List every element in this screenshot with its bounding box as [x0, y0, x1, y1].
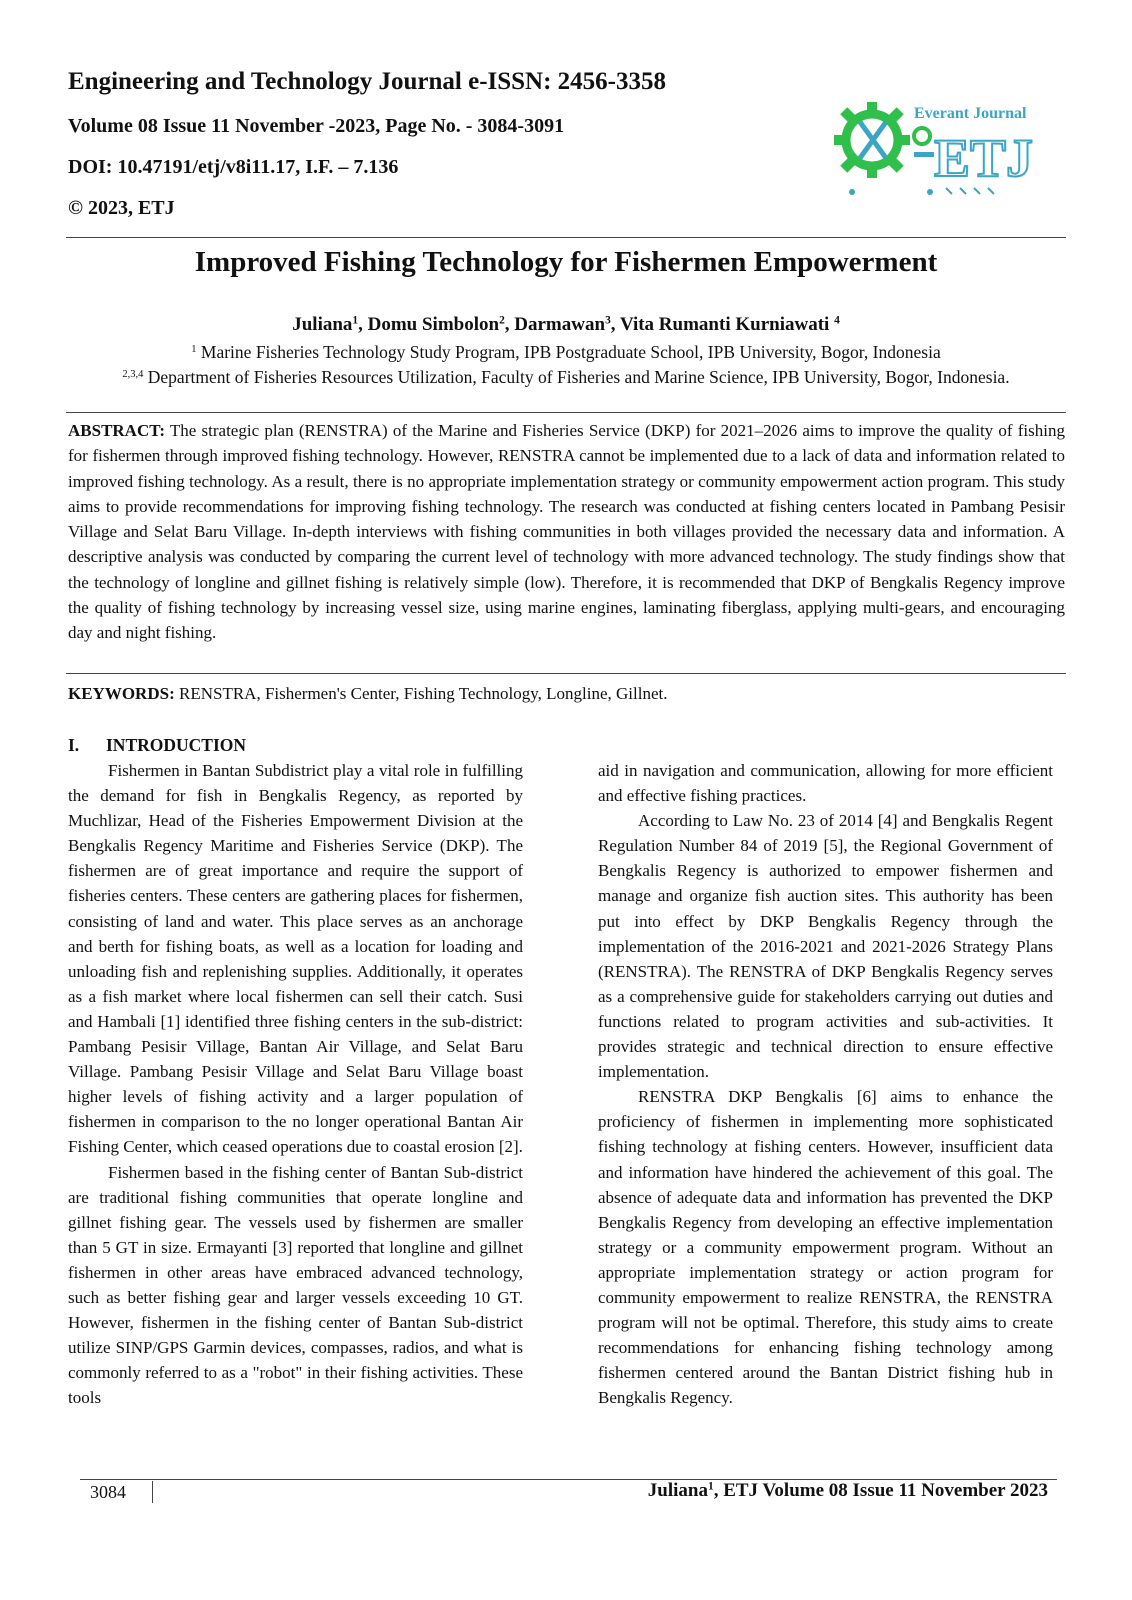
page-number: 3084	[90, 1482, 126, 1502]
right-column	[598, 758, 1053, 1410]
section-title: INTRODUCTION	[106, 735, 247, 755]
abstract-label: ABSTRACT:	[68, 421, 165, 440]
author-sup: 2	[499, 314, 505, 327]
doi-info: DOI: 10.47191/etj/v8i11.17, I.F. – 7.136	[68, 156, 399, 178]
author-name: Domu Simbolon	[367, 314, 500, 335]
paper-title: Improved Fishing Technology for Fishermen Empowerment	[194, 246, 938, 278]
abstract-bottom-rule	[66, 673, 1066, 674]
footer-divider	[152, 1481, 153, 1503]
abstract-top-rule	[66, 412, 1066, 413]
author-name: Vita Rumanti Kurniawati	[619, 314, 835, 335]
body-paragraph: Fishermen based in the fishing center of Bantan Sub-district are traditional fishing communities that operate longline and gillnet fishing gear. The vessels used by fishermen are smaller than 5 GT in size. Ermayanti [3] reported that longline and gillnet fishermen in other areas have embraced advanced technology, such as better fishing gear and larger vessels exceeding 10 GT. However, fishermen in the fishing center of Bantan Sub-district utilize SINP/GPS Garmin devices, compasses, radios, and what is commonly referred to as a "robot" in their fishing activities. These tools	[68, 1162, 523, 1408]
section-number: I.	[68, 735, 80, 755]
abstract	[68, 418, 1065, 646]
body-paragraph: Fishermen in Bantan Subdistrict play a vital role in fulfilling the demand for fish in Bengkalis Regency, as reported by Muchlizar, Head of the Fisheries Empowerment Division at the Bengkalis Regency Maritime and Fisheries Service (DKP). The fishermen are of great importance and require the support of fisheries centers. These centers are gathering places for fishermen, consisting of land and water. This place serves as an anchorage and berth for fishing boats, as well as a location for loading and unloading fish and replenishing supplies. Additionally, it operates as a fish market where local fishermen can sell their catch. Susi and Hambali [1] identified three fishing centers in the sub-district: Pambang Pesisir Village, Bantan Air Village, and Selat Baru Village. Pambang Pesisir Village and Selat Baru Village boast higher levels of fishing activity and a larger population of fishermen in comparison to the no longer operational Bantan Air Fishing Center, which ceased operations due to coastal erosion [2].	[68, 761, 523, 1157]
gear-icon	[834, 102, 910, 178]
author-name: Juliana	[292, 314, 353, 335]
body-paragraph-continuation: aid in navigation and communication, allowing for more efficient and effective fishing practices.	[598, 761, 1053, 806]
abstract-text: The strategic plan (RENSTRA) of the Marine and Fisheries Service (DKP) for 2021–2026 aims to improve the quality of fishing for fishermen through improved fishing technology. However, RENSTRA cannot be implemented due to a lack of data and information related to improved fishing technology. As a result, there is no appropriate implementation strategy or community empowerment action program. This study aims to provide recommendations for improving fishing technology. The research was conducted at fishing centers located in Pambang Pesisir Village and Selat Baru Village. In-depth interviews with fishing communities in both villages provided the necessary data and information. A descriptive analysis was conducted by comparing the current level of technology with more advanced technology. The study findings show that the technology of longline and gillnet fishing is relatively simple (low). Therefore, it is recommended that DKP of Bengkalis Regency improve the quality of fishing technology by increasing vessel size, using marine engines, laminating fiberglass, applying multi-gears, and encouraging day and night fishing.	[68, 421, 1065, 643]
body-paragraph: RENSTRA DKP Bengkalis [6] aims to enhance the proficiency of fishermen in implementing more sophisticated fishing technology at fishing centers. However, insufficient data and information have hindered the achievement of this goal. The absence of adequate data and information has prevented the DKP Bengkalis Regency from developing an effective implementation strategy or a community empowerment program. Without an appropriate implementation strategy or action program for community empowerment to realize RENSTRA, the RENSTRA program will not be optimal. Therefore, this study aims to create recommendations for enhancing fishing technology among fishermen centered around the Bantan District fishing hub in Bengkalis Regency.	[598, 1087, 1053, 1408]
keywords	[68, 684, 1065, 704]
copyright: © 2023, ETJ	[68, 197, 175, 219]
author-sup: 1	[352, 314, 359, 327]
author-sup: 4	[834, 314, 840, 327]
etj-logo	[830, 92, 1040, 204]
author-sup: 3	[605, 314, 611, 327]
affiliation: $^{2,3,4}$ Department of Fisheries Resources Utilization, Faculty of Fisheries and Marine Science, IPB University, Bogor, Indonesia.	[122, 367, 1010, 387]
section-heading	[68, 735, 246, 756]
keywords-label: KEYWORDS:	[68, 684, 175, 703]
keywords-text: RENSTRA, Fishermen's Center, Fishing Technology, Longline, Gillnet.	[174, 684, 668, 703]
author-name: Darmawan	[514, 314, 606, 335]
logo-text-top: Everant Journal	[914, 105, 1027, 122]
running-footer: Juliana$^1$, ETJ Volume 08 Issue 11 November 2023	[647, 1480, 1048, 1501]
volume-info: Volume 08 Issue 11 November -2023, Page No. - 3084-3091	[68, 115, 565, 137]
header-rule	[66, 237, 1066, 238]
affiliation: $^1$ Marine Fisheries Technology Study Program, IPB Postgraduate School, IPB University, Bogor, Indonesia	[191, 342, 941, 362]
left-column	[68, 758, 523, 1410]
body-paragraph: According to Law No. 23 of 2014 [4] and Bengkalis Regent Regulation Number 84 of 2019 [5], the Regional Government of Bengkalis Regency is authorized to empower fishermen and manage and organize fish auction sites. This authority has been put into effect by DKP Bengkalis Regency through the implementation of the 2016-2021 and 2021-2026 Strategy Plans (RENSTRA). The RENSTRA of DKP Bengkalis Regency serves as a comprehensive guide for stakeholders carrying out duties and functions related to program activities and sub-activities. It provides strategic and technical direction to ensure effective implementation.	[598, 811, 1053, 1082]
journal-name: Engineering and Technology Journal e-ISSN: 2456-3358	[68, 68, 667, 95]
logo-text-main: ETJ	[934, 128, 1034, 188]
author-list: Juliana$^1$, Domu Simbolon$^2$, Darmawan$^3$, Vita Rumanti Kurniawati $^4$	[292, 314, 840, 335]
